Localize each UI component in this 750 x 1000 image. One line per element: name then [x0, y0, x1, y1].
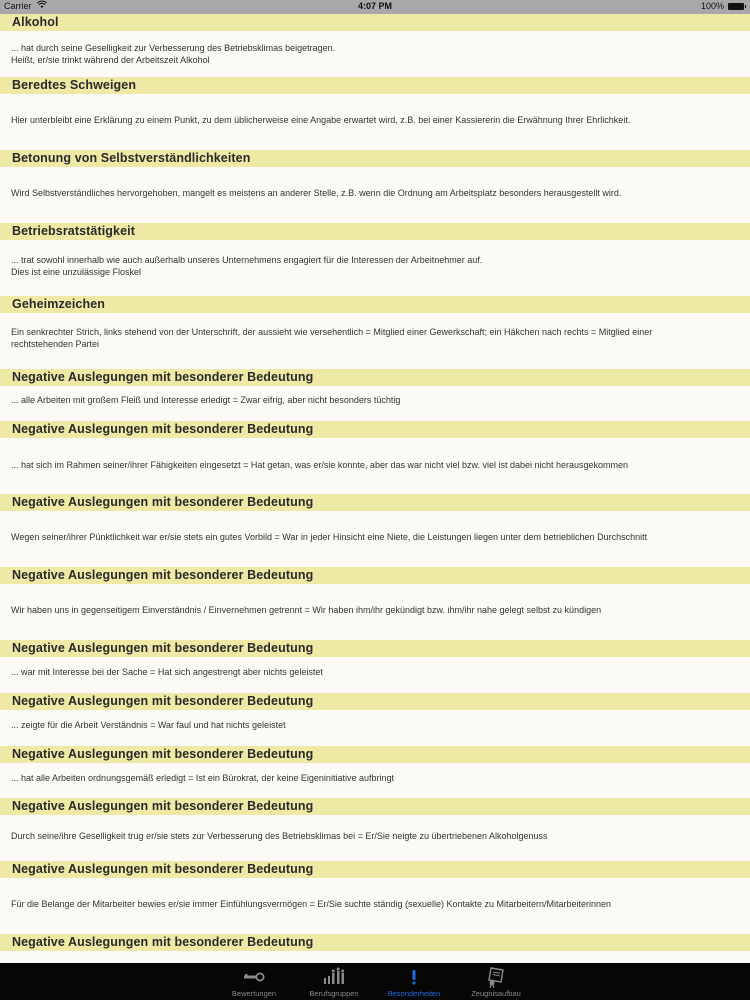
item-text: Wird Selbstverständliches hervorgehoben, mangelt es meistens an anderer Stelle, z.B. wenn die Ordnung am Arbeitsplatz besonders herausgestellt wird.: [11, 188, 622, 198]
list-section: [0, 14, 750, 66]
list-section: [0, 421, 750, 472]
people-group-icon: [292, 967, 376, 987]
item-text: Dies ist eine unzulässige Floskel: [11, 266, 142, 277]
list-item[interactable]: [0, 511, 750, 544]
section-header: Beredtes Schweigen: [0, 77, 750, 94]
item-text: Wegen seiner/ihrer Pünktlichkeit war er/sie stets ein gutes Vorbild = War in jeder Hinsicht eine Niete, die Leistungen liegen unter dem betrieblichen Durchschnitt: [11, 532, 648, 542]
key-icon: [212, 967, 296, 987]
list-section: [0, 296, 750, 350]
list-item[interactable]: [0, 584, 750, 617]
list-section: [0, 150, 750, 200]
item-text: Ein senkrechter Strich, links stehend von der Unterschrift, der aussieht wie versehentlich = Mitglied einer Gewerkschaft; ein Häkchen nach rechts = Mitglied einer: [11, 327, 653, 337]
battery-icon: [728, 3, 744, 10]
tab-zeugnisaufbau[interactable]: [454, 963, 538, 1000]
list-item[interactable]: [0, 657, 750, 679]
carrier-label: Carrier: [4, 1, 32, 11]
exclamation-icon: [372, 967, 456, 987]
section-header: Negative Auslegungen mit besonderer Bedeutung: [0, 746, 750, 763]
list-item[interactable]: [0, 386, 750, 407]
section-header: Negative Auslegungen mit besonderer Bedeutung: [0, 934, 750, 951]
certificate-icon: [454, 967, 538, 987]
battery-percentage: 100%: [700, 1, 724, 11]
section-header: Negative Auslegungen mit besonderer Bedeutung: [0, 798, 750, 815]
list-section: [0, 861, 750, 911]
list-section: [0, 223, 750, 278]
list-item[interactable]: [0, 94, 750, 127]
list-section: [0, 369, 750, 407]
list-section: [0, 494, 750, 544]
section-header: Negative Auslegungen mit besonderer Bedeutung: [0, 693, 750, 710]
tab-besonderheiten[interactable]: [372, 963, 456, 1000]
item-text: ... alle Arbeiten mit großem Fleiß und Interesse erledigt = Zwar eifrig, aber nicht besonders tüchtig: [11, 395, 401, 405]
list-section: [0, 567, 750, 617]
list-section: [0, 640, 750, 679]
list-section: [0, 746, 750, 785]
clock: 4:07 PM: [357, 1, 392, 11]
tab-label: Besonderheiten: [387, 989, 441, 998]
list-section: [0, 934, 750, 951]
section-header: Negative Auslegungen mit besonderer Bedeutung: [0, 861, 750, 878]
item-text: ... hat sich im Rahmen seiner/ihrer Fähigkeiten eingesetzt = Hat getan, was er/sie konnte, aber das war nicht viel bzw. viel ist dabei nicht herausgekommen: [11, 460, 629, 470]
tab-label: Bewertungen: [231, 989, 277, 998]
list-section: [0, 693, 750, 732]
section-header: Negative Auslegungen mit besonderer Bedeutung: [0, 640, 750, 657]
list-item[interactable]: [0, 815, 750, 843]
section-header: Alkohol: [0, 14, 750, 31]
item-text: Heißt, er/sie trinkt während der Arbeitszeit Alkohol: [11, 54, 210, 65]
item-text: ... hat alle Arbeiten ordnungsgemäß erledigt = Ist ein Bürokrat, der keine Eigeninitiative aufbringt: [11, 773, 394, 783]
list-item[interactable]: [0, 763, 750, 785]
item-text: Für die Belange der Mitarbeiter bewies er/sie immer Einfühlungsvermögen = Er/Sie suchte ständig (sexuelle) Kontakte zu Mitarbeitern/Mitarbeiterinnen: [11, 899, 612, 909]
section-header: Negative Auslegungen mit besonderer Bedeutung: [0, 494, 750, 511]
special-cases-list[interactable]: [0, 14, 750, 963]
list-section: [0, 77, 750, 127]
list-item[interactable]: [0, 240, 750, 278]
status-bar: [0, 0, 750, 14]
section-header: Negative Auslegungen mit besonderer Bedeutung: [0, 567, 750, 584]
tab-label: Berufsgruppen: [309, 989, 359, 998]
list-item[interactable]: [0, 438, 750, 472]
section-header: Negative Auslegungen mit besonderer Bedeutung: [0, 369, 750, 386]
item-text: ... trat sowohl innerhalb wie auch außerhalb unseres Unternehmens engagiert für die Interessen der Arbeitnehmer auf.: [11, 255, 483, 265]
tab-label: Zeugnisaufbau: [471, 989, 521, 998]
item-text: Durch seine/ihre Geselligkeit trug er/sie stets zur Verbesserung des Betriebsklimas bei = Er/Sie neigte zu übertriebenen Alkoholgenuss: [11, 831, 548, 841]
list-item[interactable]: [0, 167, 750, 200]
item-text: ... hat durch seine Geselligkeit zur Verbesserung des Betriebsklimas beigetragen.: [11, 43, 336, 53]
item-text: Wir haben uns in gegenseitigem Einverständnis / Einvernehmen getrennt = Wir haben ihm/ihr gekündigt bzw. ihm/ihr nahe gelegt selbst zu kündigen: [11, 605, 602, 615]
section-header: Betriebsratstätigkeit: [0, 223, 750, 240]
item-text: ... war mit Interesse bei der Sache = Hat sich angestrengt aber nichts geleistet: [11, 667, 323, 677]
list-item[interactable]: [0, 313, 750, 350]
section-header: Betonung von Selbstverständlichkeiten: [0, 150, 750, 167]
item-text: rechtstehenden Partei: [11, 338, 100, 349]
tab-bewertungen[interactable]: [212, 963, 296, 1000]
tab-berufsgruppen[interactable]: [292, 963, 376, 1000]
list-item[interactable]: [0, 31, 750, 66]
list-section: [0, 798, 750, 843]
section-header: Negative Auslegungen mit besonderer Bedeutung: [0, 421, 750, 438]
list-item[interactable]: [0, 878, 750, 911]
item-text: ... zeigte für die Arbeit Verständnis = War faul und hat nichts geleistet: [11, 720, 286, 730]
item-text: Hier unterbleibt eine Erklärung zu einem Punkt, zu dem üblicherweise eine Angabe erwartet wird, z.B. bei einer Kassiererin die Erwähnung Ihrer Ehrlichkeit.: [11, 115, 631, 125]
section-header: Geheimzeichen: [0, 296, 750, 313]
tab-bar: [0, 963, 750, 1000]
list-item[interactable]: [0, 710, 750, 732]
